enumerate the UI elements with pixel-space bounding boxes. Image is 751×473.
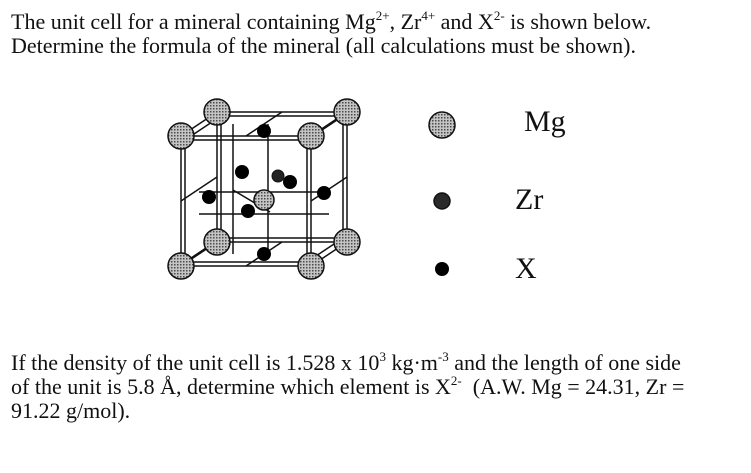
zr-atoms [272, 170, 284, 182]
mg-atom [298, 253, 324, 279]
x-atom [283, 175, 297, 189]
x-atom [202, 190, 216, 204]
legend-zr-symbol [434, 193, 450, 209]
mg-atom [168, 123, 194, 149]
x-atom [257, 247, 271, 261]
problem-question [11, 351, 684, 423]
mg-atom [334, 99, 360, 125]
legend [429, 112, 455, 276]
problem-line-3: If the density of the unit cell is 1.528 x $10^3$ $kg\cdot m^{-3}$ and the length of one side [11, 349, 681, 375]
legend-x-label: X [515, 252, 537, 285]
x-atom [257, 124, 271, 138]
zr-atom [272, 170, 284, 182]
mg-atom [298, 123, 324, 149]
mg-atom [254, 190, 274, 210]
mg-atom [334, 229, 360, 255]
legend-mg-symbol [429, 112, 455, 138]
problem-line-1: The unit cell for a mineral containing $Mg^{2+}$, $Zr^{4+}$ and $X^{2-}$ is shown below. [11, 8, 652, 34]
mg-atom [168, 253, 194, 279]
legend-zr-label: Zr [515, 183, 544, 216]
legend-mg-label: Mg [524, 105, 566, 138]
x-atom [317, 186, 331, 200]
mg-atom [204, 229, 230, 255]
x-atom [235, 165, 249, 179]
problem-line-4: of the unit is 5.8 Å, determine which element is $X^{2-}$ (A.W. Mg = 24.31, Zr = [11, 373, 685, 399]
mg-atom [204, 99, 230, 125]
problem-line-5: 91.22 g/mol). [11, 398, 131, 423]
x-atom [241, 204, 255, 218]
problem-line-2: Determine the formula of the mineral (all calculations must be shown). [11, 33, 636, 58]
legend-x-symbol [435, 262, 449, 276]
